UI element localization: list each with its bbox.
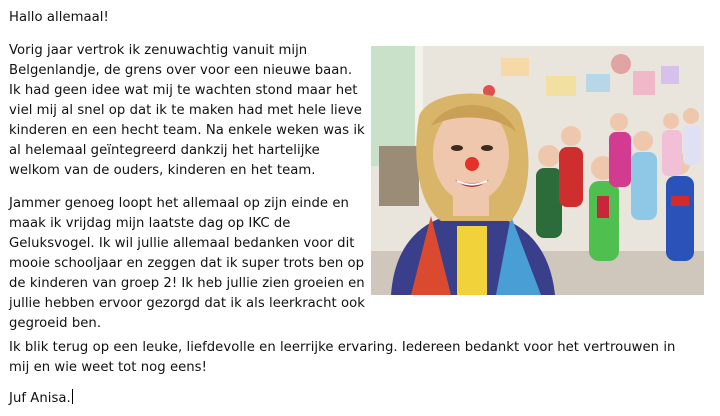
clown-nose [465,157,479,171]
paragraph-line: welkom van de ouders, kinderen en het team. [9,163,316,178]
paragraph-line: Geluksvogel. Ik wil jullie allemaal bedanken voor dit [9,236,355,251]
paragraph-line: Jammer genoeg loopt het allemaal op zijn einde en [9,196,349,211]
paragraph-line: mij en wie weet tot nog eens! [9,360,207,375]
paragraph-line: Ik blik terug op een leuke, liefdevolle en leerrijke ervaring. Iedereen bedankt voor het vertrouwen in [9,340,676,355]
paragraph-line: maak ik vrijdag mijn laatste dag op IKC de [9,216,291,231]
signature: Juf Anisa. [9,391,71,406]
paragraph-line: de kinderen van groep 2! Ik heb jullie zien groeien en [9,276,365,291]
paragraph-line: Vorig jaar vertrok ik zenuwachtig vanuit mijn [9,43,308,58]
text-cursor [72,389,73,404]
paragraph-line: Ik had geen idee wat mij te wachten stond maar het [9,83,358,98]
classroom-selfie-photo[interactable] [371,46,704,295]
signature-line [9,389,73,409]
photo-illustration [371,46,704,295]
paragraph-line: kinderen en een hecht team. Na enkele weken was ik [9,123,365,138]
paragraph-line: Belgenlandje, de grens over voor een nieuwe baan. [9,63,353,78]
paragraph-line: viel mij al snel op dat ik te maken had met hele lieve [9,103,362,118]
paragraph-line: mooie schooljaar en zeggen dat ik super trots ben op [9,256,365,271]
paragraph-line: al helemaal geïntegreerd dankzij het hartelijke [9,143,320,158]
greeting: Hallo allemaal! [9,10,109,25]
paragraph-line: gegroeid ben. [9,316,102,331]
paragraph-line: jullie hebben ervoor gezorgd dat ik als leerkracht ook [9,296,365,311]
